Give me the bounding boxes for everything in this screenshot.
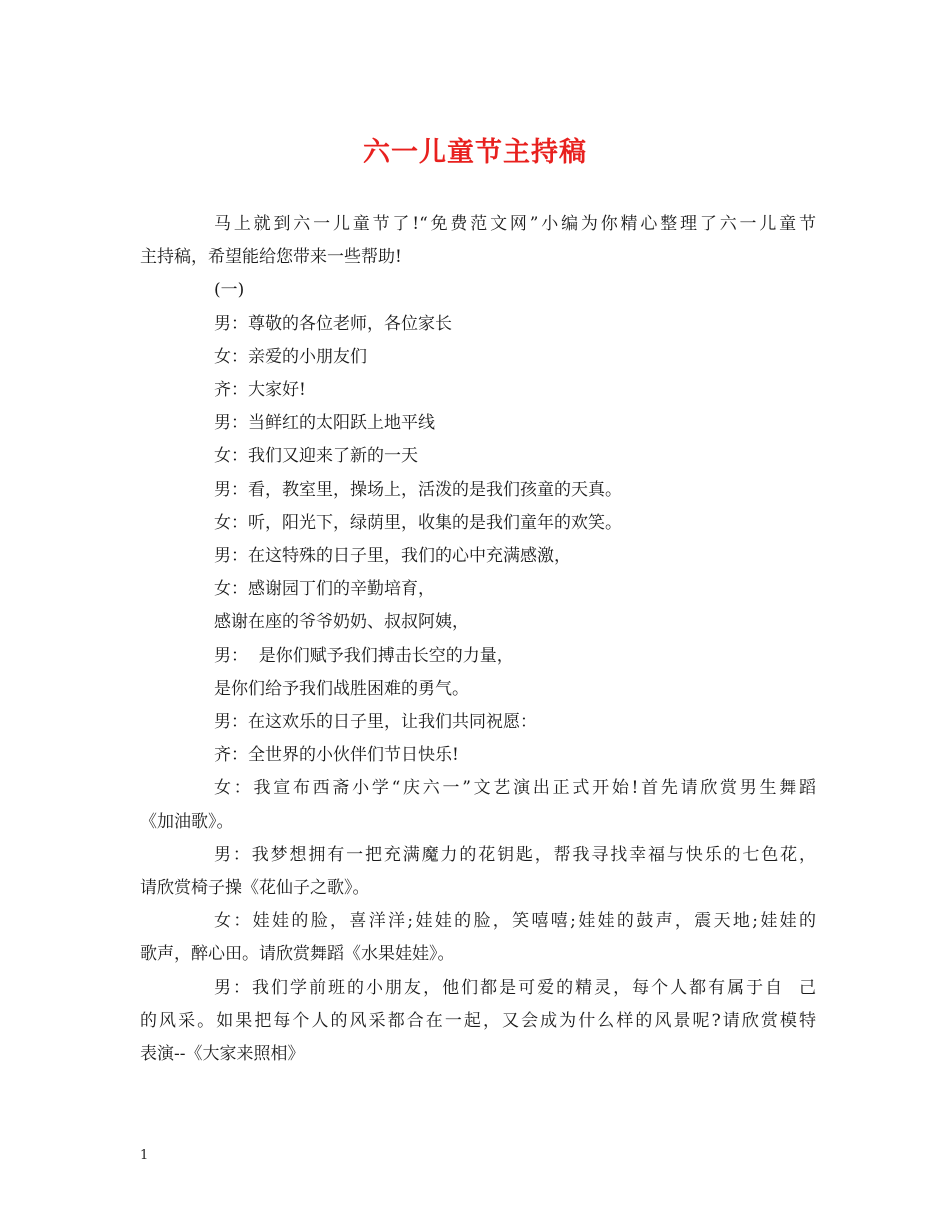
script-line: 女：我们又迎来了新的一天 (214, 446, 418, 467)
script-line: 男：在这欢乐的日子里，让我们共同祝愿： (214, 712, 537, 733)
paragraph-intro-line-2: 主持稿，希望能给您带来一些帮助! (140, 247, 402, 268)
script-line: 是你们给予我们战胜困难的勇气。 (214, 678, 469, 699)
paragraph-intro-line-1: 马上就到六一儿童节了!“免费范文网”小编为你精心整理了六一儿童节 (214, 214, 816, 234)
section-heading: (一) (214, 280, 245, 301)
script-line-continuation: 表演--《大家来照相》 (140, 1044, 305, 1065)
script-line: 男：当鲜红的太阳跃上地平线 (214, 413, 435, 434)
script-line: 男：我们学前班的小朋友，他们都是可爱的精灵，每个人都有属于自 己 (214, 977, 816, 998)
script-line-continuation: 的风采。如果把每个人的风采都合在一起，又会成为什么样的风景呢?请欣赏模特 (140, 1010, 816, 1031)
script-line: 男：尊敬的各位老师，各位家长 (214, 313, 452, 334)
document-title: 六一儿童节主持稿 (363, 137, 587, 168)
script-line-continuation: 请欣赏椅子操《花仙子之歌》。 (140, 878, 370, 899)
script-line: 男：看，教室里，操场上，活泼的是我们孩童的天真。 (214, 479, 622, 500)
script-line: 齐：全世界的小伙伴们节日快乐! (214, 745, 459, 766)
script-line: 女：娃娃的脸，喜洋洋;娃娃的脸，笑嘻嘻;娃娃的鼓声，震天地;娃娃的 (214, 911, 816, 932)
document-body (140, 208, 816, 1071)
script-line: 男：在这特殊的日子里，我们的心中充满感激， (214, 546, 571, 567)
script-line: 齐：大家好! (214, 380, 306, 401)
page-number: 1 (140, 1148, 149, 1163)
script-line-continuation: 《加油歌》。 (140, 811, 234, 832)
script-line: 女：听，阳光下，绿荫里，收集的是我们童年的欢笑。 (214, 512, 622, 533)
script-line-continuation: 歌声，醉心田。请欣赏舞蹈《水果娃娃》。 (140, 944, 455, 965)
script-line: 感谢在座的爷爷奶奶、叔叔阿姨， (214, 612, 469, 633)
script-line: 女：我宣布西斋小学“庆六一”文艺演出正式开始!首先请欣赏男生舞蹈 (214, 778, 816, 799)
script-line: 女：感谢园丁们的辛勤培育， (214, 579, 435, 600)
script-line: 男： 是你们赋予我们搏击长空的力量， (214, 645, 514, 666)
script-line: 男：我梦想拥有一把充满魔力的花钥匙，帮我寻找幸福与快乐的七色花， (214, 844, 816, 865)
script-line: 女：亲爱的小朋友们 (214, 346, 367, 367)
